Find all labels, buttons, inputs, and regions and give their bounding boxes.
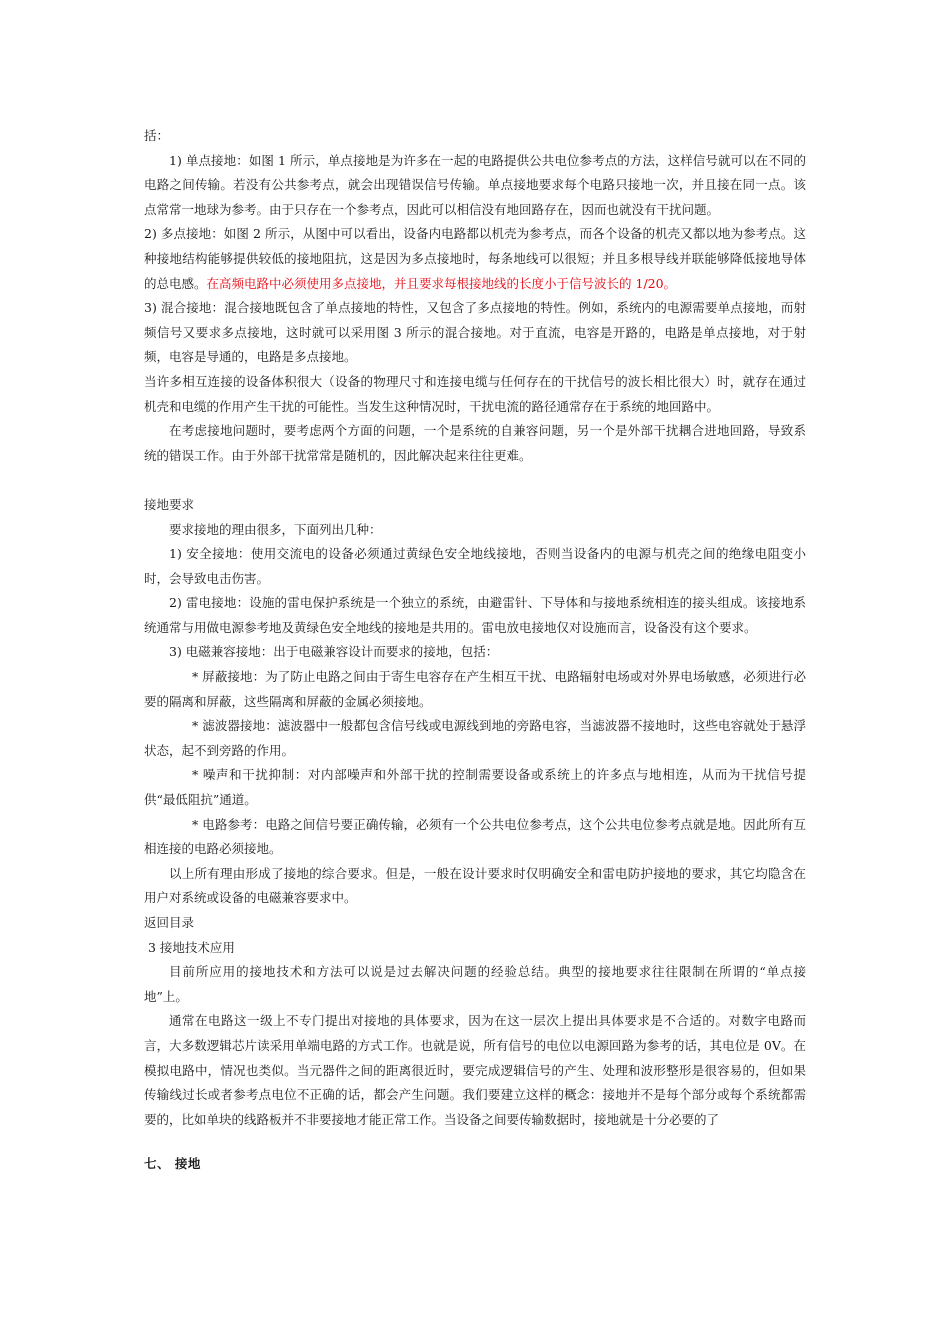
list-item: * 滤波器接地：滤波器中一般都包含信号线或电源线到地的旁路电容，当滤波器不接地时，这些电容就处于悬浮状态，起不到旁路的作用。	[144, 718, 806, 758]
paragraph-text: 2) 多点接地：如图 2 所示，从图中可以看出，设备内电路都以机壳为参考点，而各个设备的机壳又都以地为参考点。这种接地结构能够提供较低的接地阻抗，这是因为多点接地时，每条地线可以很短；并且多根导线并联能够降低接地导体的总电感。	[144, 226, 806, 291]
section-heading: 3 接地技术应用	[148, 939, 235, 955]
paragraph: 目前所应用的接地技术和方法可以说是过去解决问题的经验总结。典型的接地要求往往限制在所谓的“单点接地”上。	[144, 964, 806, 1004]
document-page	[144, 124, 806, 1177]
list-item: * 电路参考：电路之间信号要正确传输，必须有一个公共电位参考点，这个公共电位参考点就是地。因此所有互相连接的电路必须接地。	[144, 816, 806, 857]
paragraph-multi-point-ground	[144, 222, 806, 296]
paragraph: 当许多相互连接的设备体积很大（设备的物理尺寸和连接电缆与任何存在的干扰信号的波长相比很大）时，就存在通过机壳和电缆的作用产生干扰的可能性。当发生这种情况时，干扰电流的路径通常存在于系统的地回路中。	[144, 373, 806, 414]
section-heading: 接地要求	[144, 496, 195, 512]
chapter-heading: 七、 接地	[144, 1156, 201, 1172]
spacer	[144, 468, 806, 493]
paragraph-emc-ground: 3) 电磁兼容接地：出于电磁兼容设计而要求的接地，包括：	[169, 644, 499, 660]
paragraph-single-point-ground: 1) 单点接地：如图 1 所示，单点接地是为许多在一起的电路提供公共电位参考点的方法，这样信号就可以在不同的电路之间传输。若没有公共参考点，就会出现错误信号传输。单点接地要求每个电路只接地一次，并且接在同一点。该点常常一地球为参考。由于只存在一个参考点，因此可以相信没有地回路存在，因而也就没有干扰问题。	[144, 152, 806, 217]
highlighted-text: 在高频电路中必须使用多点接地，并且要求每根接地线的长度小于信号波长的 1/20。	[206, 275, 677, 291]
list-item: * 屏蔽接地：为了防止电路之间由于寄生电容存在产生相互干扰、电路辐射电场或对外界电场敏感，必须进行必要的隔离和屏蔽，这些隔离和屏蔽的金属必须接地。	[144, 669, 806, 709]
paragraph: 要求接地的理由很多，下面列出几种：	[169, 521, 382, 537]
paragraph: 以上所有理由形成了接地的综合要求。但是，一般在设计要求时仅明确安全和雷电防护接地的要求，其它均隐含在用户对系统或设备的电磁兼容要求中。	[144, 865, 806, 906]
paragraph-safety-ground: 1) 安全接地：使用交流电的设备必须通过黄绿色安全地线接地，否则当设备内的电源与机壳之间的绝缘电阻变小时，会导致电击伤害。	[144, 546, 806, 586]
paragraph: 在考虑接地问题时，要考虑两个方面的问题，一个是系统的自兼容问题，另一个是外部干扰耦合进地回路，导致系统的错误工作。由于外部干扰常常是随机的，因此解决起来往往更难。	[144, 423, 806, 463]
paragraph: 通常在电路这一级上不专门提出对接地的具体要求，因为在这一层次上提出具体要求是不合适的。对数字电路而言，大多数逻辑芯片读采用单端电路的方式工作。也就是说，所有信号的电位以电源回路为参考的话，其电位是 0V。在模拟电路中，情况也类似。当元器件之间的距离很近时，要完成逻辑信号的产生、处理和波形整形是很容易的，但如果传输线过长或者参考点电位不正确的话，都会产生问题。我们要建立这样的概念：接地并不是每个部分或每个系统都需要的，比如单块的线路板并不非要接地才能正常工作。当设备之间要传输数据时，接地就是十分必要的了	[144, 1013, 806, 1127]
list-item: * 噪声和干扰抑制：对内部噪声和外部干扰的控制需要设备或系统上的许多点与地相连，从而为干扰信号提供“最低阻抗”通道。	[144, 767, 806, 808]
paragraph-lightning-ground: 2) 雷电接地：设施的雷电保护系统是一个独立的系统，由避雷针、下导体和与接地系统相连的接头组成。该接地系统通常与用做电源参考地及黄绿色安全地线的接地是共用的。雷电放电接地仅对设施而言，设备没有这个要求。	[144, 595, 806, 635]
paragraph-hybrid-ground: 3) 混合接地：混合接地既包含了单点接地的特性，又包含了多点接地的特性。例如，系统内的电源需要单点接地，而射频信号又要求多点接地，这时就可以采用图 3 所示的混合接地。对于直流，电容是开路的，电路是单点接地，对于射频，电容是导通的，电路是多点接地。	[144, 300, 806, 365]
paragraph: 括：	[144, 128, 170, 143]
back-to-contents-link[interactable]: 返回目录	[144, 915, 195, 930]
